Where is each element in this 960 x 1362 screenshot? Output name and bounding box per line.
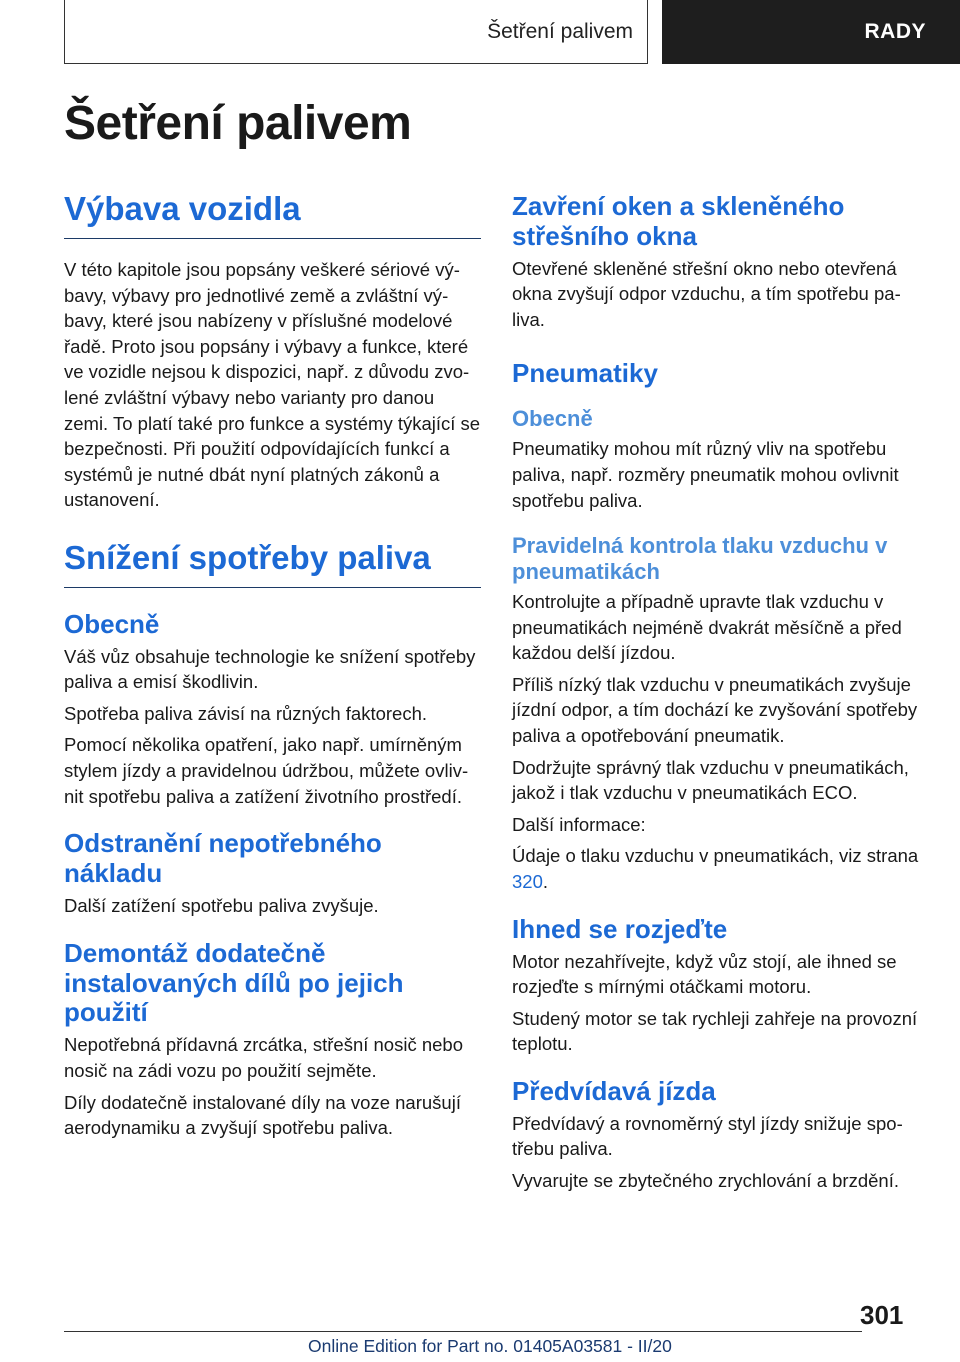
paragraph-vybava: V této kapitole jsou popsány veškeré sériové výbavy, výbavy pro jednotlivé země a zvláštní výbavy, které jsou nabízeny v příslušné modelové řadě. Proto jsou popsány i výbavy a funkce, které ve vozidle nejsou k dispozici, např. z důvodu zvolené zvláštní výbavy nebo varianty pro danou zemi. To platí také pro funkce a systémy týkající se bezpečnosti. Při použití odpovídajících funkcí a systémů je nutné dbát nyní platných zákonů a ustanovení. — [64, 258, 481, 511]
header-chapter-label: Šetření palivem — [487, 19, 633, 43]
paragraph-rozjezd-1: Motor nezahřívejte, když vůz stojí, ale ihned se rozjeďte s mírnými otáčkami motoru. — [512, 950, 897, 998]
header-section-label: RADY — [864, 20, 926, 43]
page-title: Šetření palivem — [64, 97, 412, 150]
paragraph-obecne-1: Váš vůz obsahuje technologie ke snížení spotřeby paliva a emisí škodlivin. — [64, 645, 476, 693]
heading-snizeni: Snížení spotřeby paliva — [64, 539, 481, 588]
paragraph-tlak-1: Kontrolujte a případně upravte tlak vzduchu v pneumatikách nejméně dvakrát měsíčně a před každou delší jízdou. — [512, 591, 902, 664]
tlak-ref-end: . — [542, 871, 549, 893]
paragraph-naklad: Další zatížení spotřebu paliva zvyšuje. — [64, 895, 379, 917]
paragraph-jizda-1: Předvídavý a rovnoměrný styl jízdy snižuje spotřebu paliva. — [512, 1112, 903, 1160]
paragraph-obecne-2: Spotřeba paliva závisí na různých faktorech. — [64, 702, 427, 724]
paragraph-tlak-2: Příliš nízký tlak vzduchu v pneumatikách zvyšuje jízdní odpor, a tím dochází ke zvyšování spotřeby paliva a opotřebování pneumatik. — [512, 673, 918, 747]
heading-jizda: Předvídavá jízda — [512, 1075, 716, 1106]
paragraph-demontaz-1: Nepotřebná přídavná zrcátka, střešní nosič nebo nosič na zádi vozu po použití sejměte. — [64, 1034, 464, 1081]
paragraph-rozjezd-2: Studený motor se tak rychleji zahřeje na provozní teplotu. — [512, 1007, 918, 1055]
paragraph-tlak-5 — [512, 843, 926, 894]
left-column — [64, 190, 481, 1147]
heading-naklad: Odstranění nepotřebného nákladu — [64, 828, 382, 889]
heading-rozjezd: Ihned se rozjeďte — [512, 913, 728, 944]
heading-demontaz: Demontáž dodatečně instalovaných dílů po jejich použití — [64, 937, 404, 1028]
page-number: 301 — [860, 1300, 904, 1330]
heading-pneumatiky: Pneumatiky — [512, 357, 658, 388]
footer-edition: Online Edition for Part no. 01405A03581 - II/20 — [308, 1336, 672, 1356]
paragraph-pneu-obecne: Pneumatiky mohou mít různý vliv na spotřebu paliva, např. rozměry pneumatik mohou ovlivnit spotřebu paliva. — [512, 438, 899, 511]
heading-pneu-obecne: Obecně — [512, 406, 593, 432]
heading-tlak: Pravidelná kontrola tlaku vzduchu v pneumatikách — [512, 533, 888, 585]
paragraph-obecne-3: Pomocí několika opatření, jako např. umírněným stylem jízdy a pravidelnou údržbou, můžete ovlivnit spotřebu paliva a zatížení životního prostředí. — [64, 734, 469, 807]
paragraph-jizda-2: Vyvarujte se zbytečného zrychlování a brzdění. — [512, 1169, 899, 1191]
tlak-ref-text: Údaje o tlaku vzduchu v pneumatikách, viz strana — [512, 845, 919, 867]
footer-divider — [64, 1331, 862, 1332]
heading-obecne: Obecně — [64, 608, 160, 639]
paragraph-okna: Otevřené skleněné střešní okno nebo otevřená okna zvyšují odpor vzduchu, a tím spotřebu paliva. — [512, 257, 901, 330]
header-section-tab — [662, 0, 960, 64]
heading-vybava: Výbava vozidla — [64, 190, 481, 239]
header-chapter-tab — [64, 0, 648, 64]
paragraph-demontaz-2: Díly dodatečně instalované díly na voze narušují aerodynamiku a zvyšují spotřebu paliva. — [64, 1091, 461, 1139]
right-column — [512, 192, 926, 1200]
paragraph-tlak-3: Dodržujte správný tlak vzduchu v pneumatikách, jakož i tlak vzduchu v pneumatikách ECO. — [512, 756, 909, 804]
page-reference-link[interactable]: 320 — [512, 871, 543, 893]
paragraph-tlak-4: Další informace: — [512, 813, 646, 835]
heading-okna: Zavření oken a skleněného střešního okna — [512, 191, 845, 251]
